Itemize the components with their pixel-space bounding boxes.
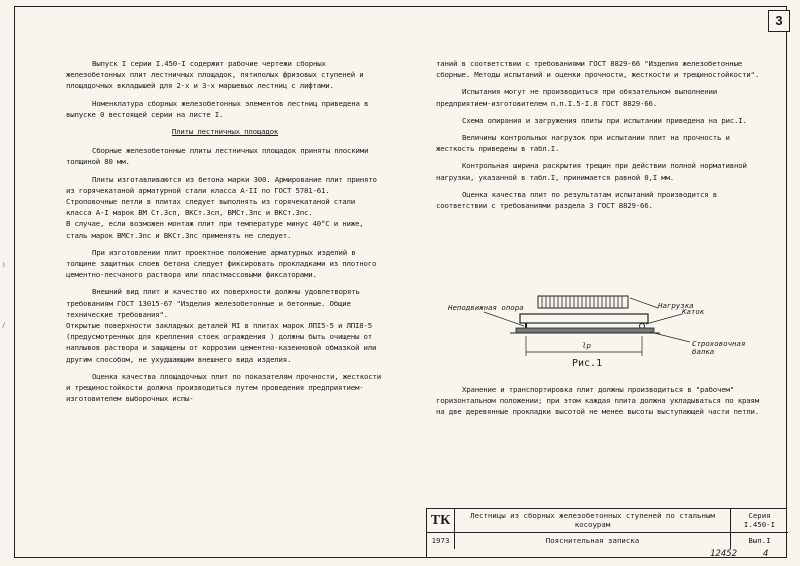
slab: [520, 314, 648, 323]
series-label: Серия: [748, 511, 771, 520]
label-beam: Строховочная балка: [692, 339, 746, 356]
label-span: lр: [582, 341, 591, 350]
leader-line: [646, 314, 682, 324]
margin-mark: ): [2, 262, 6, 269]
leader-line: [630, 298, 658, 308]
paragraph: Испытания могут не производиться при обязательном выполнении предприятием-изготовителем п.п.I.5-I.8 ГОСТ 8829-66.: [436, 87, 717, 108]
paragraph: Контрольная ширина раскрытия трещин при действии полной нормативной нагрузки, указанной в табл.I, принимается равной 0,I мм.: [436, 161, 747, 182]
series-value: I.450-I: [743, 520, 776, 529]
right-column: [436, 58, 770, 217]
inventory-number: 12452: [710, 549, 738, 559]
title-block-issue: Вып.I: [748, 536, 771, 545]
title-block-document: Пояснительная записка: [455, 533, 731, 549]
paragraph: Величины контрольных нагрузок при испытании плит на прочность и жесткость приведены в табл.I.: [436, 133, 730, 154]
title-block-code: ТК: [427, 509, 455, 533]
load-block: [538, 296, 628, 308]
paragraph: Схема опирания и загружения плиты при испытании приведена на рис.I.: [462, 115, 747, 125]
label-fixed-support: Неподвижная опора: [448, 303, 524, 312]
paragraph: Внешний вид плит и качество их поверхности должны удовлетворять требованиям ГОСТ 13015-67 "Изделия железобетонные и бетонные. Общие технические требования". Открытые поверхности закладных деталей МI в плитах марок ЛПI5-5 и ЛПI8-5 (предусмотренных для крепления стоек ограждения ) должны быть очищены от наплывов раствора и защищены от коррозии цементно-казеиновой обмазкой или другим способом, не ухудшающим внешнего вида изделия.: [66, 287, 377, 364]
label-roller: Каток: [682, 307, 705, 316]
page-number: 3: [768, 10, 790, 32]
title-block-year: 1973: [427, 533, 455, 549]
title-block-series: [731, 509, 788, 533]
paragraph: Хранение и транспортировка плит должны производиться в "рабочем" горизонтальном положении; при этом каждая плита должна укладываться по краям на две деревянные прокладки высотой не менее высоты выступающей части петли.: [436, 385, 759, 417]
paragraph: При изготовлении плит проектное положение арматурных изделий в толщине защитных слоев бетона следует фиксировать прокладками из плотного цементно-песчаного раствора или пластмассовыми фиксаторами.: [66, 247, 377, 280]
paragraph: Сборные железобетонные плиты лестничных площадок приняты плоскими толщиной 80 мм.: [66, 146, 369, 167]
leader-line: [484, 312, 524, 326]
paragraph: таний в соответствии с требованиями ГОСТ 8829-66 "Изделия железобетонные сборные. Методы испытаний и оценки прочности, жесткости и трещиностойкости".: [436, 59, 759, 80]
paragraph: Оценка качества плит по результатам испытаний производится в соответствии с требованиями раздела 3 ГОСТ 8829-66.: [436, 189, 717, 211]
section-title: Плиты лестничных площадок: [171, 127, 279, 137]
sheet-number: 4: [763, 549, 769, 559]
title-block-title: Лестницы из сборных железобетонных ступеней по стальным косоурам: [455, 509, 731, 533]
leader-line: [650, 332, 690, 342]
right-column-bottom: [436, 384, 770, 424]
paragraph: Плиты изготавливаются из бетона марки 300. Армирование плит принято из горячекатаной арматурной стали класса А-II по ГОСТ 5781-61. Строповочные петли в плитах следует выполнять из горячекатаной стали класса А-I марок ВМ Ст.3сп, ВКСт.3сп, ВМСт.3пс и ВКСт.3пс. В случае, если возможен монтаж плит при температуре минус 40°С и ниже, сталь марок ВМСт.3пс и ВКСт.3пс применять не следует.: [66, 174, 377, 240]
beam: [516, 328, 654, 333]
figure-caption: Рис.1: [572, 358, 603, 369]
paragraph: Выпуск I серии I.450-I содержит рабочие чертежи сборных железобетонных плит лестничных площадок, пятиполых фризовых ступеней и площадочных вкладышей для 2-х и 3-х маршевых лестниц с лифтами.: [66, 59, 364, 91]
left-column: [66, 58, 384, 410]
test-scheme-figure: [420, 290, 780, 380]
paragraph: Оценка качества площадочных плит по показателям прочности, жесткости и трещиностойкости должна производиться путем проведения предприятием-изготовителем выборочных испы-: [66, 371, 381, 404]
load-hatching: [542, 296, 622, 308]
label-load: Нагрузка: [658, 301, 694, 310]
paragraph: Номенклатура сборных железобетонных элементов лестниц приведена в выпуске 0 вестоящей серии на листе I.: [66, 98, 369, 119]
margin-mark: /: [2, 322, 6, 329]
